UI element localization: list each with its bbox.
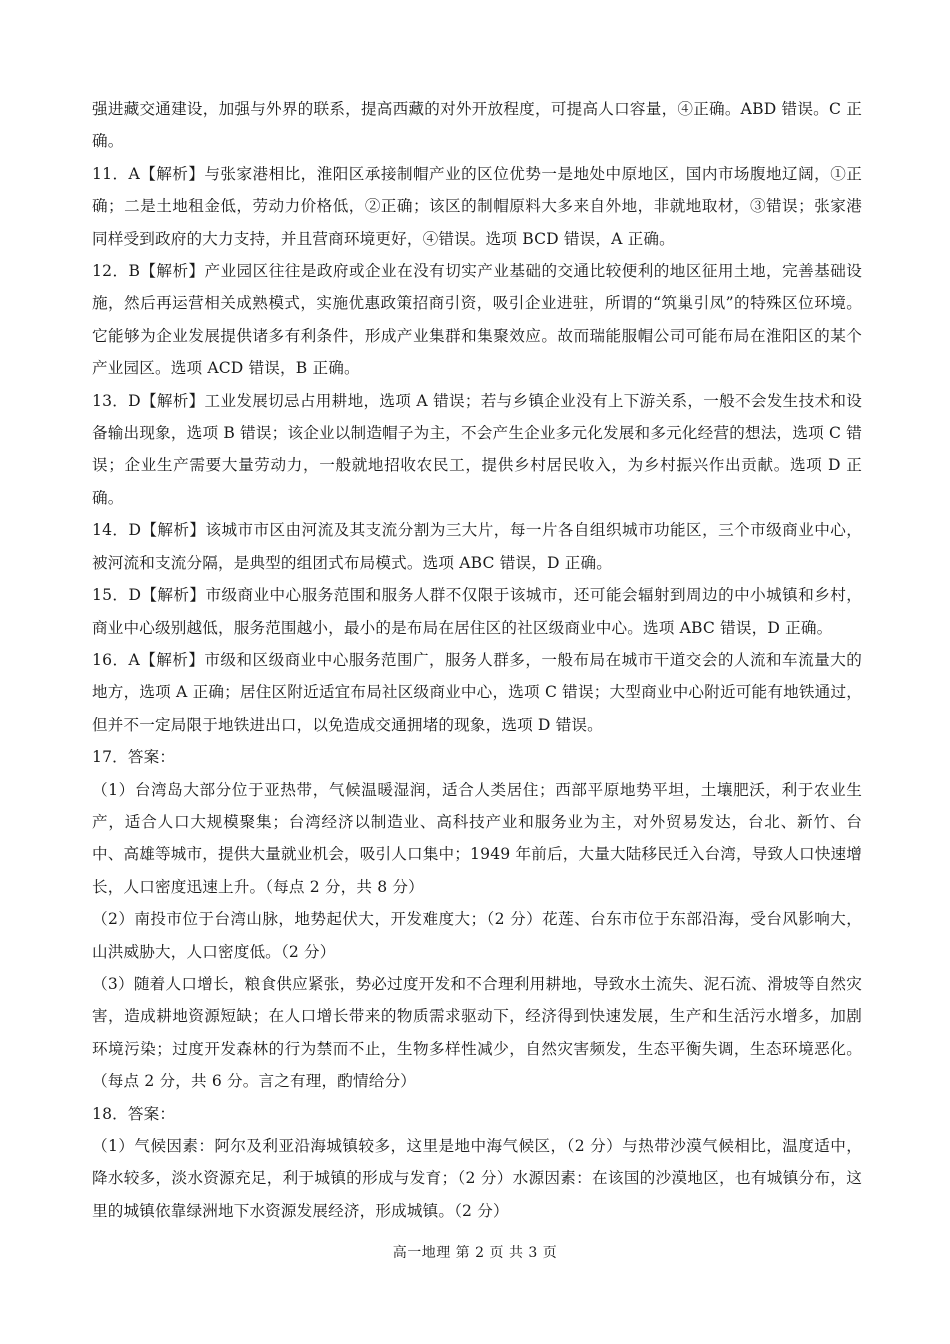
paragraph-10-continued: 强进藏交通建设，加强与外界的联系，提高西藏的对外开放程度，可提高人口容量，④正确。ABD 错误。C 正确。 — [92, 100, 862, 151]
answer-13: 13．D【解析】工业发展切忌占用耕地，选项 A 错误；若与乡镇企业没有上下游关系，一般不会发生技术和设备输出现象，选项 B 错误；该企业以制造帽子为主，不会产生企业多元化发展和多元化经营的想法，选项 C 错误；企业生产需要大量劳动力，一般就地招收农民工，提供乡村居民收入，为乡村振兴作出贡献。选项 D 正确。 — [92, 391, 862, 507]
answer-11: 11．A【解析】与张家港相比，淮阳区承接制帽产业的区位优势一是地处中原地区，国内市场腹地辽阔，①正确；二是土地租金低，劳动力价格低，②正确；该区的制帽原料大多来自外地，非就地取材，③错误；张家港同样受到政府的大力支持，并且营商环境更好，④错误。选项 BCD 错误，A 正确。 — [92, 164, 862, 248]
answer-17-part-1: （1）台湾岛大部分位于亚热带，气候温暖湿润，适合人类居住；西部平原地势平坦，土壤肥沃，利于农业生产，适合人口大规模聚集；台湾经济以制造业、高科技产业和服务业为主，对外贸易发达，台北、新竹、台中、高雄等城市，提供大量就业机会，吸引人口集中；1949 年前后，大量大陆移民迁入台湾，导致人口快速增长，人口密度迅速上升。（每点 2 分，共 8 分） — [92, 780, 862, 896]
answer-17-part-3: （3）随着人口增长，粮食供应紧张，势必过度开发和不合理利用耕地，导致水土流失、泥石流、滑坡等自然灾害，造成耕地资源短缺；在人口增长带来的物质需求驱动下，经济得到快速发展，生产和生活污水增多，加剧环境污染；过度开发森林的行为禁而不止，生物多样性减少，自然灾害频发，生态平衡失调，生态环境恶化。（每点 2 分，共 6 分。言之有理，酌情给分） — [92, 974, 862, 1091]
page-footer: 高一地理 第 2 页 共 3 页 — [392, 1245, 558, 1261]
answer-18-heading: 18．答案： — [92, 1104, 176, 1123]
answer-18-part-1: （1）气候因素：阿尔及利亚沿海城镇较多，这里是地中海气候区，（2 分）与热带沙漠气候相比，温度适中，降水较多，淡水资源充足，利于城镇的形成与发育；（2 分）水源因素：在该国的沙漠地区，也有城镇分布，这里的城镇依靠绿洲地下水资源发展经济，形成城镇。（2 分） — [92, 1137, 862, 1220]
answer-14: 14．D【解析】该城市市区由河流及其支流分割为三大片，每一片各自组织城市功能区，三个市级商业中心，被河流和支流分隔，是典型的组团式布局模式。选项 ABC 错误，D 正确。 — [92, 521, 862, 572]
answer-17-part-2: （2）南投市位于台湾山脉，地势起伏大，开发难度大；（2 分）花莲、台东市位于东部沿海，受台风影响大，山洪威胁大，人口密度低。（2 分） — [92, 910, 862, 961]
answer-17-heading: 17．答案： — [92, 748, 176, 767]
answer-16: 16．A【解析】市级和区级商业中心服务范围广，服务人群多，一般布局在城市干道交会的人流和车流量大的地方，选项 A 正确；居住区附近适宜布局社区级商业中心，选项 C 错误；大型商业中心附近可能有地铁通过，但并不一定局限于地铁进出口，以免造成交通拥堵的现象，选项 D 错误。 — [92, 650, 862, 734]
document-body — [92, 93, 862, 1227]
answer-12: 12．B【解析】产业园区往往是政府或企业在没有切实产业基础的交通比较便利的地区征用土地，完善基础设施，然后再运营相关成熟模式，实施优惠政策招商引资，吸引企业进驻，所谓的“筑巢引凤”的特殊区位环境。它能够为企业发展提供诸多有利条件，形成产业集群和集聚效应。故而瑞能服帽公司可能布局在淮阳区的某个产业园区。选项 ACD 错误，B 正确。 — [92, 262, 862, 378]
answer-15: 15．D【解析】市级商业中心服务范围和服务人群不仅限于该城市，还可能会辐射到周边的中小城镇和乡村，商业中心级别越低，服务范围越小，最小的是布局在居住区的社区级商业中心。选项 ABC 错误，D 正确。 — [92, 586, 862, 637]
